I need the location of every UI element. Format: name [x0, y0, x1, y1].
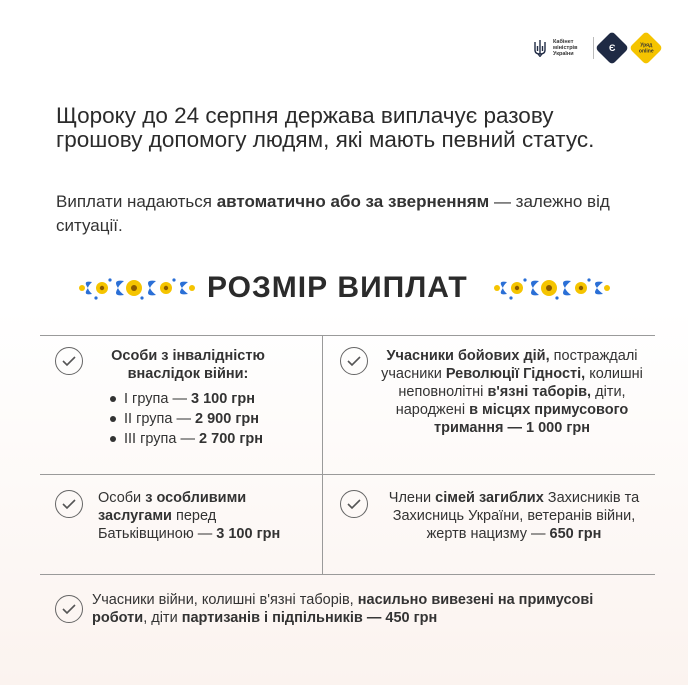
merit-text-2: перед Батьківщиною — — [98, 508, 217, 542]
families-bold-2: 650 грн — [549, 526, 602, 542]
combat-bold-3: в'язні таборів, — [487, 384, 592, 400]
veterans-text — [92, 591, 652, 627]
payment-combat — [323, 335, 655, 474]
families-bold-1: сімей загиблих — [435, 490, 544, 506]
diia-logo-letter: Є — [608, 43, 616, 53]
combat-text-3: діти, народжені — [395, 384, 626, 418]
group-label: I група — — [124, 391, 191, 407]
subheadline — [56, 190, 616, 238]
group-amount: 2 700 грн — [199, 431, 263, 447]
list-item — [108, 389, 308, 409]
group-amount: 3 100 грн — [190, 391, 255, 407]
families-text-1: Члени — [388, 490, 436, 506]
checkmark-icon — [340, 490, 368, 518]
payment-disability — [40, 335, 322, 474]
merit-text-1: Особи — [98, 490, 146, 506]
sub-text-bold: автоматично або за зверненням — [216, 192, 490, 211]
merit-bold-1: з особливими заслугами — [98, 490, 247, 524]
list-item — [108, 429, 308, 449]
logo-divider — [593, 37, 594, 59]
sunflower-ornament-icon — [493, 274, 611, 302]
veterans-text-2: , діти — [143, 610, 182, 626]
veterans-text-1: Учасники війни, колишні в'язні таборів, — [92, 592, 358, 608]
payment-merit — [40, 475, 322, 574]
checkmark-icon — [55, 595, 83, 623]
uryad-logo-online: online — [638, 47, 654, 54]
families-text — [381, 489, 647, 543]
section-title-row — [0, 268, 688, 308]
checkmark-icon — [340, 347, 368, 375]
uryad-online-logo — [629, 31, 663, 65]
veterans-bold-1: насильно вивезені на примусові роботи — [92, 592, 594, 626]
combat-text-2: колишні неповнолітні — [398, 366, 643, 400]
merit-bold-2: 3 100 грн — [216, 526, 281, 542]
trident-icon — [533, 39, 547, 57]
payment-veterans — [40, 575, 655, 655]
sub-text-2: — залежно від ситуації. — [56, 192, 610, 235]
sunflower-ornament-icon — [78, 274, 196, 302]
list-item — [108, 409, 308, 429]
merit-text — [98, 489, 313, 543]
families-text-2: Захисників та Захисниць України, ветеранів війни, жертв нацизму — — [392, 490, 640, 542]
group-label: II група — — [124, 411, 195, 427]
combat-bold-4: в місцях примусового тримання — 1 000 грн — [434, 402, 629, 436]
combat-bold-1: Учасники бойових дій, — [386, 348, 550, 364]
uryad-logo-text — [639, 42, 654, 54]
header-logos — [533, 36, 658, 60]
group-label: III група — — [124, 431, 200, 447]
section-title: РОЗМІР ВИПЛАТ — [207, 271, 468, 304]
checkmark-icon — [55, 490, 83, 518]
combat-text — [381, 347, 643, 437]
veterans-bold-2: партизанів і підпільників — 450 грн — [181, 610, 438, 626]
combat-text-1: постраждалі учасники — [381, 348, 638, 382]
uryad-logo-word: Уряд — [639, 41, 652, 48]
payment-families — [323, 475, 655, 574]
group-amount: 2 900 грн — [195, 411, 259, 427]
kmu-logo-text: Кабінет міністрів України — [553, 39, 578, 57]
checkmark-icon — [55, 347, 83, 375]
diia-logo — [595, 31, 629, 65]
disability-title: Особи з інвалідністю внаслідок війни: — [111, 348, 265, 382]
disability-text — [98, 347, 308, 449]
sub-text-1: Виплати надаються — [56, 192, 217, 211]
combat-bold-2: Революції Гідності, — [445, 366, 586, 382]
headline: Щороку до 24 серпня держава виплачує разову грошову допомогу людям, які мають певний статус. — [56, 103, 595, 152]
disability-groups — [108, 389, 308, 449]
